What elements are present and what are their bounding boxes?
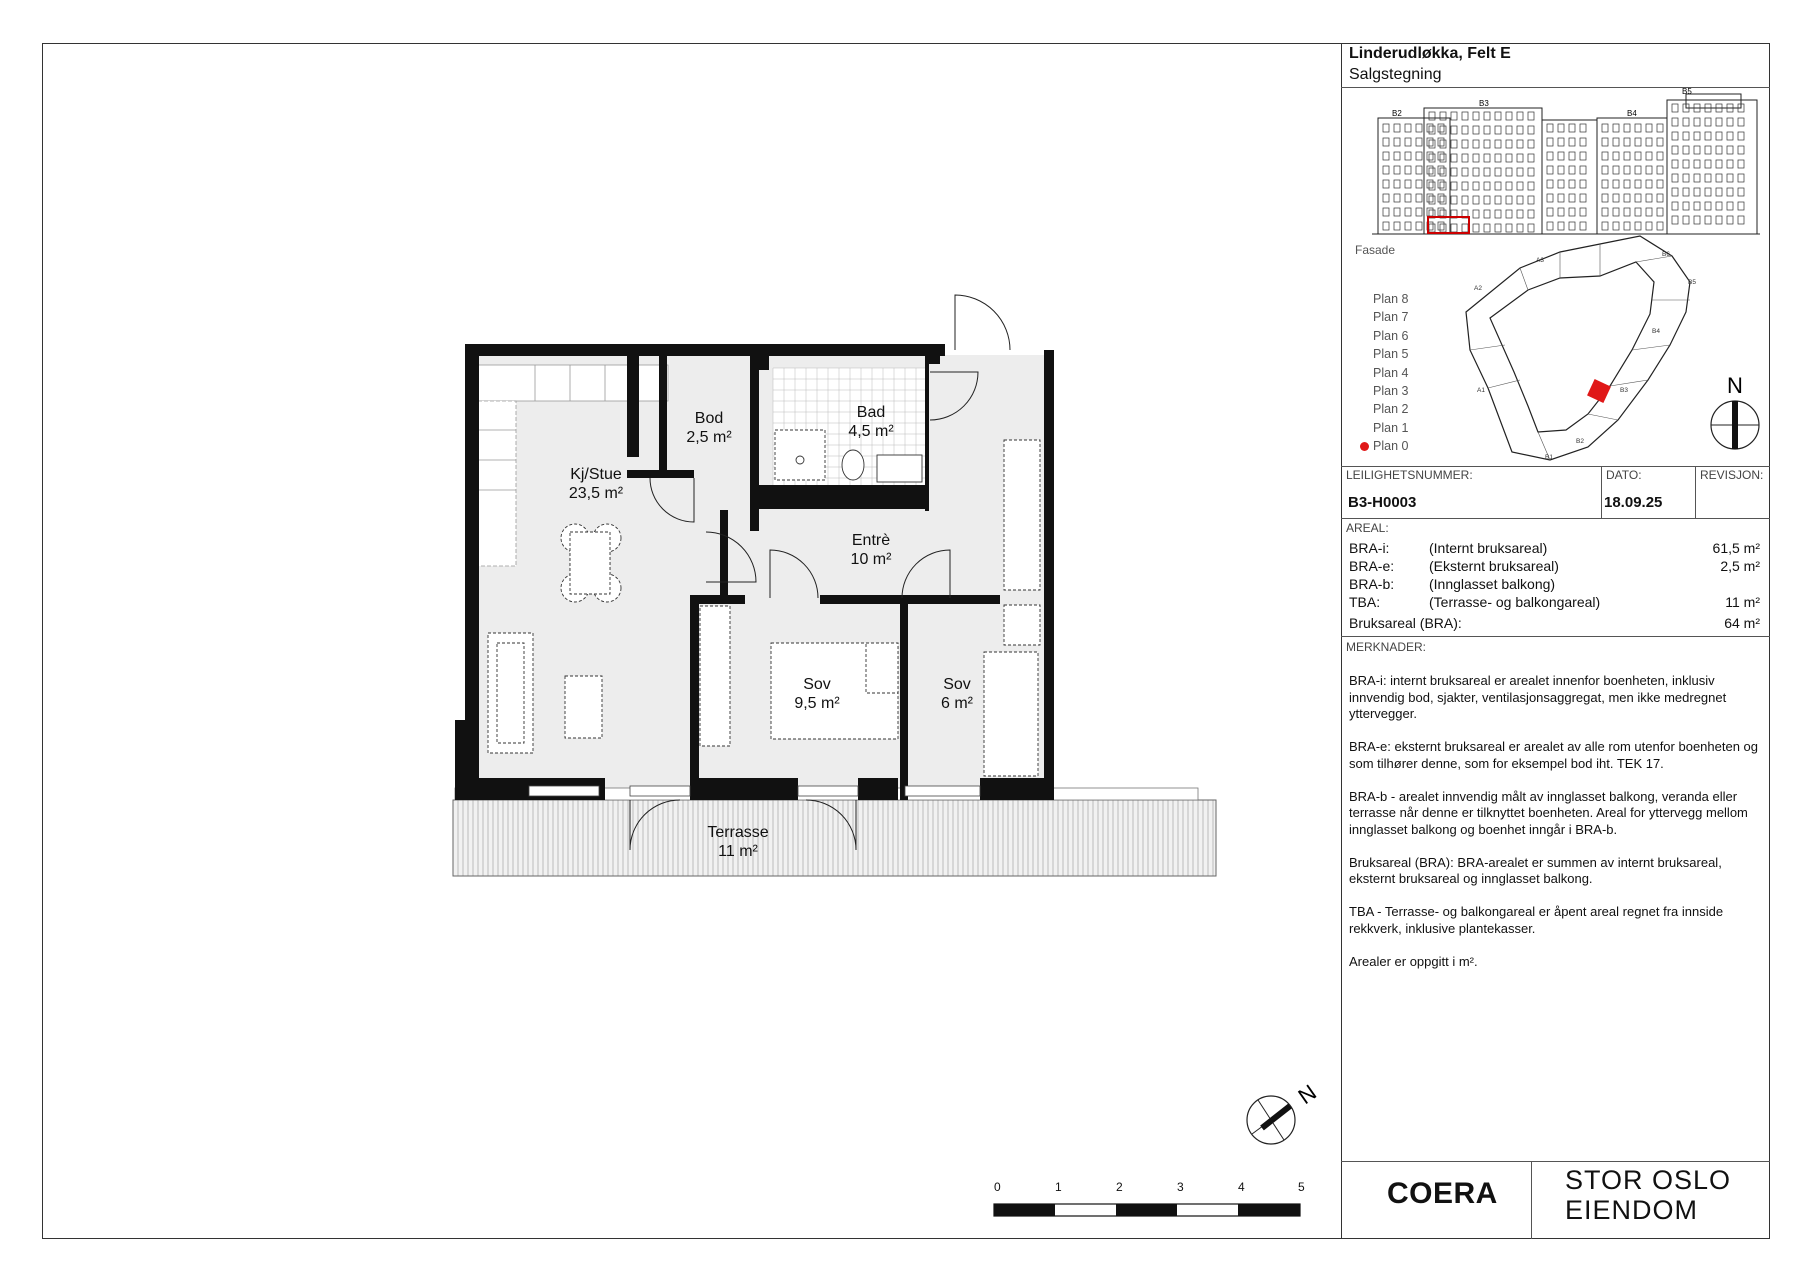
svg-text:B3: B3	[1620, 387, 1628, 394]
svg-text:B2: B2	[1576, 438, 1584, 445]
room-label: Bad 4,5 m²	[848, 404, 894, 440]
scale-tick: 2	[1116, 1180, 1123, 1194]
room-label: Kj/Stue 23,5 m²	[568, 466, 624, 502]
scale-tick: 3	[1177, 1180, 1184, 1194]
svg-text:B1: B1	[1545, 454, 1553, 461]
apartment-number-label: LEILIGHETSNUMMER:	[1346, 468, 1473, 482]
plan-item[interactable]: Plan 7	[1373, 310, 1409, 325]
svg-text:B2: B2	[1392, 109, 1402, 118]
room-label: Sov 9,5 m²	[794, 676, 840, 712]
room-label: Bod 2,5 m²	[686, 410, 732, 446]
area-total-row: Bruksareal (BRA): 64 m²	[1349, 615, 1760, 631]
svg-text:B5: B5	[1688, 279, 1696, 286]
svg-text:B6: B6	[1662, 251, 1670, 258]
note-paragraph: TBA - Terrasse- og balkongareal er åpent areal regnet fra innside rekkverk, inklusive plantekasser.	[1349, 904, 1724, 936]
scale-bar	[994, 1204, 1300, 1216]
project-title: Linderudløkka, Felt E	[1349, 45, 1511, 62]
svg-text:B3: B3	[1479, 99, 1489, 108]
svg-text:N: N	[1727, 373, 1743, 398]
note-paragraph: Bruksareal (BRA): BRA-arealet er summen av internt bruksareal, eksternt bruksareal og innglasset balkong.	[1349, 854, 1722, 886]
scale-tick: 0	[994, 1180, 1001, 1194]
svg-text:N: N	[1293, 1079, 1321, 1110]
revision-label: REVISJON:	[1700, 468, 1764, 482]
area-row: BRA-e: (Eksternt bruksareal) 2,5 m²	[1349, 558, 1760, 574]
scale-tick: 5	[1298, 1180, 1305, 1194]
room-label: Terrasse 11 m²	[707, 824, 769, 860]
svg-text:B4: B4	[1652, 328, 1660, 335]
scale-tick: 4	[1238, 1180, 1245, 1194]
date-value: 18.09.25	[1604, 494, 1663, 511]
area-row: TBA: (Terrasse- og balkongareal) 11 m²	[1349, 594, 1760, 610]
note-paragraph: BRA-b - arealet innvendig målt av innglasset balkong, veranda eller terrasse når denne er tilknyttet boenheten. Areal for yttervegg mellom innglasset balkong og boenhet inngår i BRA-b.	[1349, 788, 1748, 837]
plan-item[interactable]: Plan 2	[1373, 402, 1409, 417]
scale-tick: 1	[1055, 1180, 1062, 1194]
plan-item[interactable]: Plan 8	[1373, 292, 1409, 306]
apartment-number: B3-H0003	[1348, 494, 1417, 511]
notes-label: MERKNADER:	[1346, 640, 1427, 654]
area-label: AREAL:	[1346, 521, 1389, 535]
plan-item[interactable]: Plan 6	[1373, 328, 1409, 343]
plan-item[interactable]: Plan 5	[1373, 347, 1409, 362]
facade-label: Fasade	[1355, 243, 1396, 257]
plan-item[interactable]: Plan 1	[1373, 420, 1409, 435]
room-label: Entrè 10 m²	[850, 532, 892, 568]
plan-item-active[interactable]: Plan 0	[1373, 437, 1408, 455]
area-row: BRA-i: (Internt bruksareal) 61,5 m²	[1349, 540, 1760, 556]
room-label: Sov 6 m²	[941, 676, 973, 712]
project-subtitle: Salgstegning	[1349, 66, 1442, 83]
plan-item[interactable]: Plan 4	[1373, 365, 1409, 380]
stor-oslo-eiendom-logo: STOR OSLO EIENDOM	[1565, 1165, 1732, 1225]
svg-text:B5: B5	[1682, 87, 1692, 96]
compass-icon	[1247, 1096, 1295, 1144]
area-row: BRA-b: (Innglasset balkong)	[1349, 576, 1556, 592]
note-paragraph: BRA-i: internt bruksareal er arealet innenfor boenheten, inklusiv innvendig bod, sjakter, ventilasjonsaggregat, men ikke medregnet yttervegger.	[1349, 673, 1727, 721]
plan-item[interactable]: Plan 3	[1373, 384, 1409, 399]
svg-text:B4: B4	[1627, 109, 1637, 118]
note-paragraph: Arealer er oppgitt i m².	[1349, 953, 1478, 969]
note-paragraph: BRA-e: eksternt bruksareal er arealet av alle rom utenfor boenheten og som tilhører denne, som for eksempel bod iht. TEK 17.	[1349, 739, 1759, 771]
svg-text:A3: A3	[1536, 257, 1544, 264]
svg-text:A1: A1	[1477, 387, 1485, 394]
coera-logo: COERA	[1387, 1177, 1498, 1210]
svg-text:A2: A2	[1474, 285, 1482, 292]
date-label: DATO:	[1606, 468, 1642, 482]
